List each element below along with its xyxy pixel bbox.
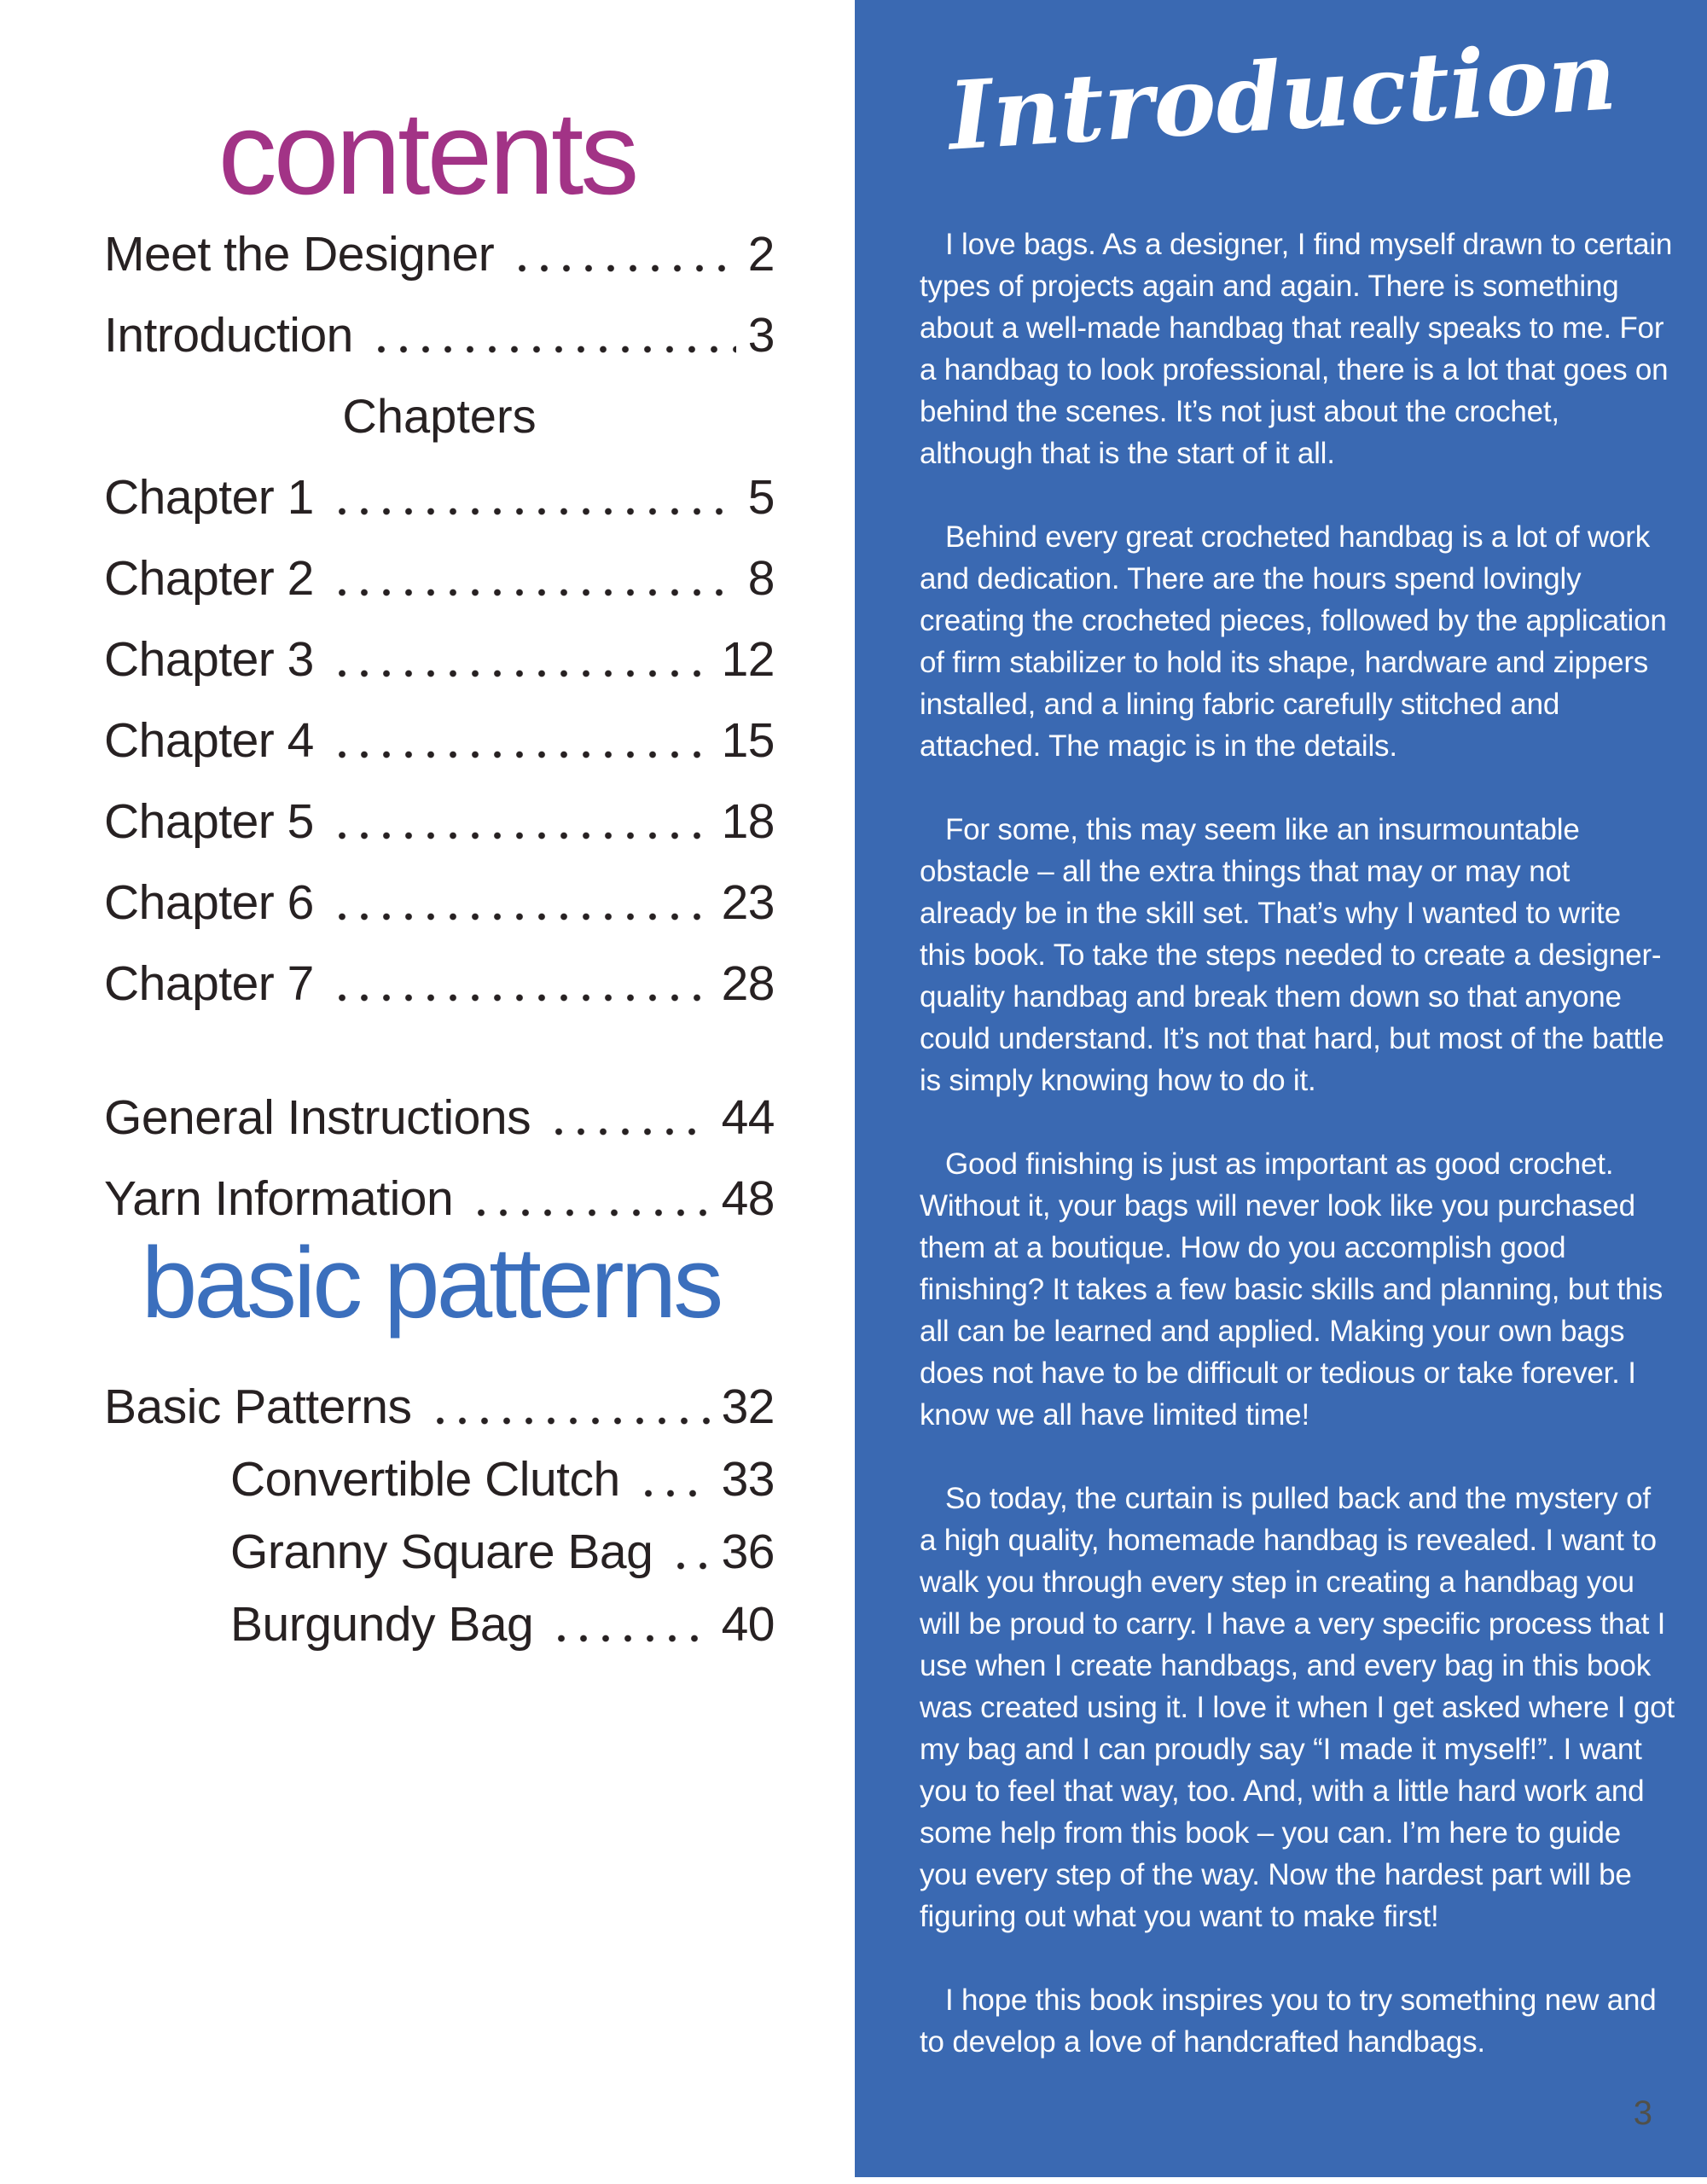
dot-leader bbox=[331, 589, 736, 596]
page-number: 3 bbox=[1633, 2094, 1652, 2132]
toc-row bbox=[104, 943, 775, 1024]
toc-page-number: 2 bbox=[747, 226, 775, 282]
toc-label: Introduction bbox=[104, 307, 353, 363]
toc-label: Yarn Information bbox=[104, 1170, 454, 1226]
toc-row bbox=[104, 294, 775, 375]
toc-page-number: 18 bbox=[721, 793, 775, 849]
introduction-body bbox=[920, 224, 1675, 2063]
toc-page-number: 32 bbox=[721, 1379, 775, 1434]
dot-leader bbox=[331, 913, 710, 921]
toc-page-number: 33 bbox=[721, 1451, 775, 1507]
intro-paragraph: I love bags. As a designer, I find myself drawn to certain types of projects again and again. There is something about a well-made handbag that really speaks to me. For a handbag to look professional, there is a lot that goes on behind the scenes. It’s not just about the crochet, although that is the start of it all. bbox=[920, 228, 1673, 470]
toc-spacer bbox=[104, 1024, 775, 1077]
toc-label: Chapter 3 bbox=[104, 631, 314, 687]
dot-leader bbox=[550, 1635, 709, 1642]
dot-leader bbox=[470, 1209, 709, 1217]
toc-page-number: 40 bbox=[721, 1596, 775, 1652]
intro-paragraph: For some, this may seem like an insurmountable obstacle – all the extra things that may or may not already be in the skill set. That’s why I wanted to write this book. To take the steps needed to create a designer-quality handbag and break them down so that anyone could understand. It’s not that hard, but most of the battle is simply knowing how to do it. bbox=[920, 813, 1664, 1097]
toc-row bbox=[104, 1077, 775, 1158]
intro-paragraph: Behind every great crocheted handbag is a lot of work and dedication. There are the hours spend lovingly creating the crocheted pieces, followed by the application of firm stabilizer to hold its shape, hardware and zippers installed, and a lining fabric carefully stitched and attached. The magic is in the details. bbox=[920, 520, 1667, 763]
toc-label: Chapter 2 bbox=[104, 550, 314, 606]
toc-row bbox=[104, 537, 775, 619]
toc-label: General Instructions bbox=[104, 1089, 531, 1145]
dot-leader bbox=[548, 1128, 710, 1136]
intro-paragraph: Good finishing is just as important as good crochet. Without it, your bags will never look like you purchased them at a boutique. How do you accomplish good finishing? It takes a few basic skills and planning, but this all can be learned and applied. Making your own bags does not have to be difficult or tedious or take forever. I know we all have limited time! bbox=[920, 1147, 1663, 1432]
toc-label: Chapter 1 bbox=[104, 469, 314, 525]
dot-leader bbox=[511, 264, 736, 272]
toc-page-number: 36 bbox=[721, 1524, 775, 1579]
dot-leader bbox=[331, 994, 710, 1002]
dot-leader bbox=[370, 346, 736, 353]
dot-leader bbox=[670, 1562, 709, 1570]
dot-leader bbox=[429, 1417, 710, 1425]
toc-label: Convertible Clutch bbox=[230, 1451, 620, 1507]
toc-label: Basic Patterns bbox=[104, 1379, 412, 1434]
toc-label: Chapter 6 bbox=[104, 874, 314, 930]
toc-label: Chapter 7 bbox=[104, 956, 314, 1011]
toc-row bbox=[104, 1443, 775, 1515]
toc-row bbox=[104, 862, 775, 943]
intro-paragraph: I hope this book inspires you to try something new and to develop a love of handcrafted handbags. bbox=[920, 1984, 1657, 2059]
table-of-contents bbox=[104, 213, 775, 1239]
dot-leader bbox=[637, 1490, 710, 1497]
toc-label: Granny Square Bag bbox=[230, 1524, 653, 1579]
toc-row bbox=[104, 700, 775, 781]
toc-label: Meet the Designer bbox=[104, 226, 495, 282]
introduction-panel bbox=[855, 0, 1707, 2177]
toc-row bbox=[104, 781, 775, 862]
basic-patterns-title: basic patterns bbox=[141, 1227, 721, 1339]
toc-page-number: 48 bbox=[721, 1170, 775, 1226]
dot-leader bbox=[331, 751, 710, 758]
toc-page-number: 5 bbox=[747, 469, 775, 525]
toc-row bbox=[104, 1515, 775, 1588]
introduction-title: Introduction bbox=[945, 20, 1619, 171]
toc-row bbox=[104, 456, 775, 537]
dot-leader bbox=[331, 670, 710, 677]
toc-page-number: 44 bbox=[721, 1089, 775, 1145]
toc-page-number: 28 bbox=[721, 956, 775, 1011]
toc-label: Chapter 4 bbox=[104, 712, 314, 768]
toc-label: Burgundy Bag bbox=[230, 1596, 534, 1652]
toc-row bbox=[104, 619, 775, 700]
basic-patterns-list bbox=[104, 1370, 775, 1660]
toc-row bbox=[104, 213, 775, 294]
toc-page-number: 12 bbox=[721, 631, 775, 687]
dot-leader bbox=[331, 508, 736, 515]
toc-row bbox=[104, 1588, 775, 1660]
chapters-heading: Chapters bbox=[342, 389, 537, 443]
toc-page-number: 3 bbox=[747, 307, 775, 363]
intro-paragraph: So today, the curtain is pulled back and the mystery of a high quality, homemade handbag is revealed. I want to walk you through every step in creating a handbag you will be proud to carry. I have a very specific process that I use when I create handbags, and every bag in this book was created using it. I love it when I get asked where I got my bag and I can proudly say “I made it myself!”. I want you to feel that way, too. And, with a little hard work and some help from this book – you can. I’m here to guide you every step of the way. Now the hardest part will be figuring out what you want to make first! bbox=[920, 1482, 1675, 1933]
toc-page-number: 15 bbox=[721, 712, 775, 768]
toc-label: Chapter 5 bbox=[104, 793, 314, 849]
toc-page-number: 23 bbox=[721, 874, 775, 930]
dot-leader bbox=[331, 832, 710, 839]
toc-page-number: 8 bbox=[747, 550, 775, 606]
contents-title: contents bbox=[218, 88, 636, 219]
toc-row bbox=[104, 1370, 775, 1443]
